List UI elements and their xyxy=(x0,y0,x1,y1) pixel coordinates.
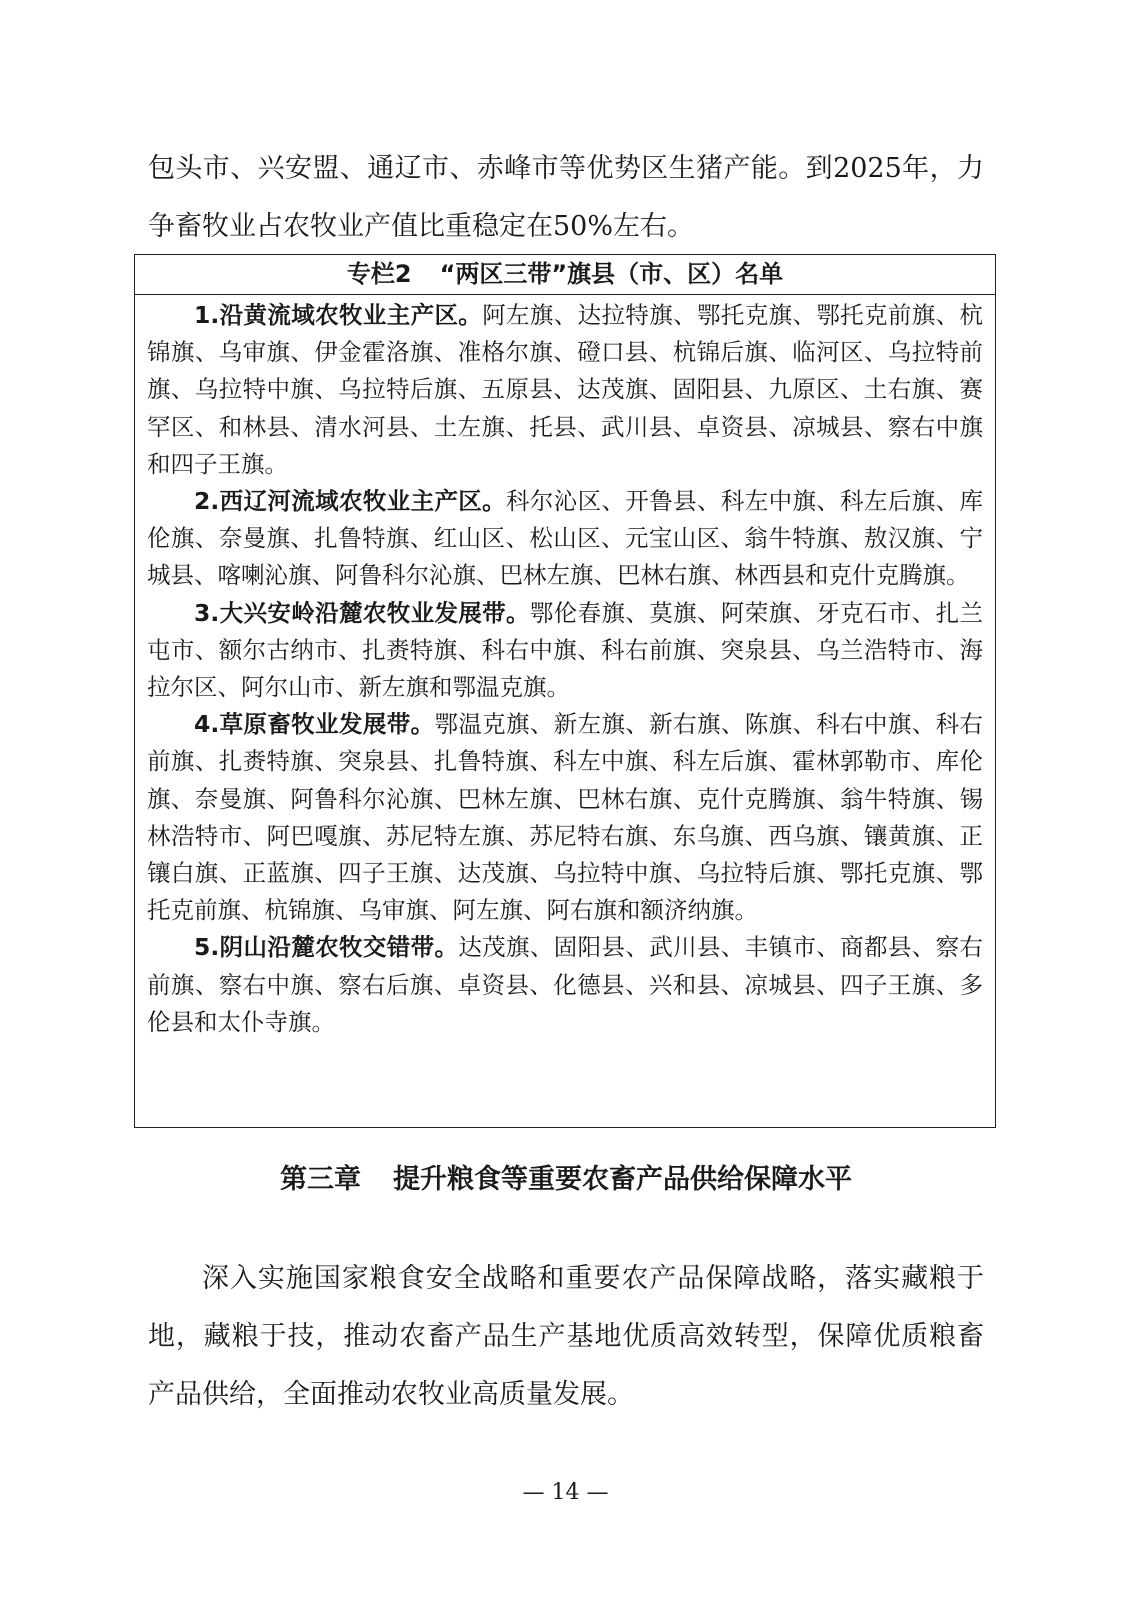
box-item-heading: 2.西辽河流域农牧业主产区。 xyxy=(194,487,507,516)
box-item-2 xyxy=(147,483,983,595)
special-column-box xyxy=(134,254,996,1128)
box-item-4 xyxy=(147,706,983,929)
chapter-heading xyxy=(148,1160,984,1200)
box-item-heading: 3.大兴安岭沿麓农牧业发展带。 xyxy=(194,598,530,627)
box-item-text: 达茂旗、固阳县、武川县、丰镇市、商都县、察右前旗、察右中旗、察右后旗、卓资县、化德县、兴和县、凉城县、四子王旗、多伦县和太仆寺旗。 xyxy=(147,933,984,1036)
box-title-row xyxy=(135,255,995,295)
intro-paragraph: 包头市、兴安盟、通辽市、赤峰市等优势区生猪产能。到2025年，力争畜牧业占农牧业产值比重稳定在50%左右。 xyxy=(148,153,984,242)
box-body xyxy=(135,297,995,1041)
box-item-heading: 5.阴山沿麓农牧交错带。 xyxy=(194,933,459,962)
chapter-paragraph: 深入实施国家粮食安全战略和重要农产品保障战略，落实藏粮于地，藏粮于技，推动农畜产品生产基地优质高效转型，保障优质粮畜产品供给，全面推动农牧业高质量发展。 xyxy=(148,1263,984,1410)
box-item-text: 鄂温克旗、新左旗、新右旗、陈旗、科右中旗、科右前旗、扎赉特旗、突泉县、扎鲁特旗、科左中旗、科左后旗、霍林郭勒市、库伦旗、奈曼旗、阿鲁科尔沁旗、巴林左旗、巴林右旗、克什克腾旗、翁牛特旗、锡林浩特市、阿巴嘎旗、苏尼特左旗、苏尼特右旗、东乌旗、西乌旗、镶黄旗、正镶白旗、正蓝旗、四子王旗、达茂旗、乌拉特中旗、乌拉特后旗、鄂托克旗、鄂托克前旗、杭锦旗、乌审旗、阿左旗、阿右旗和额济纳旗。 xyxy=(147,710,984,925)
box-item-heading: 1.沿黄流域农牧业主产区。 xyxy=(194,301,483,329)
box-item-text: 鄂伦春旗、莫旗、阿荣旗、牙克石市、扎兰屯市、额尔古纳市、扎赉特旗、科右中旗、科右前旗、突泉县、乌兰浩特市、海拉尔区、阿尔山市、新左旗和鄂温克旗。 xyxy=(147,598,983,702)
box-item-1 xyxy=(147,297,983,483)
box-label: 专栏2 xyxy=(346,260,412,288)
box-item-5 xyxy=(147,929,983,1041)
box-item-heading: 4.草原畜牧业发展带。 xyxy=(194,710,435,739)
chapter-number: 第三章 xyxy=(280,1164,361,1195)
box-item-text: 阿左旗、达拉特旗、鄂托克旗、鄂托克前旗、杭锦旗、乌审旗、伊金霍洛旗、准格尔旗、磴口县、杭锦后旗、临河区、乌拉特前旗、乌拉特中旗、乌拉特后旗、五原县、达茂旗、固阳县、九原区、土右旗、赛罕区、和林县、清水河县、土左旗、托县、武川县、卓资县、凉城县、察右中旗和四子王旗。 xyxy=(147,301,984,478)
box-item-3 xyxy=(147,595,983,707)
page-number: — 14 — xyxy=(522,1480,609,1505)
chapter-title: 提升粮食等重要农畜产品供给保障水平 xyxy=(393,1164,852,1195)
box-item-text: 科尔沁区、开鲁县、科左中旗、科左后旗、库伦旗、奈曼旗、扎鲁特旗、红山区、松山区、元宝山区、翁牛特旗、敖汉旗、宁城县、喀喇沁旗、阿鲁科尔沁旗、巴林左旗、巴林右旗、林西县和克什克腾旗。 xyxy=(147,487,984,590)
box-title: “两区三带”旗县（市、区）名单 xyxy=(439,260,784,288)
